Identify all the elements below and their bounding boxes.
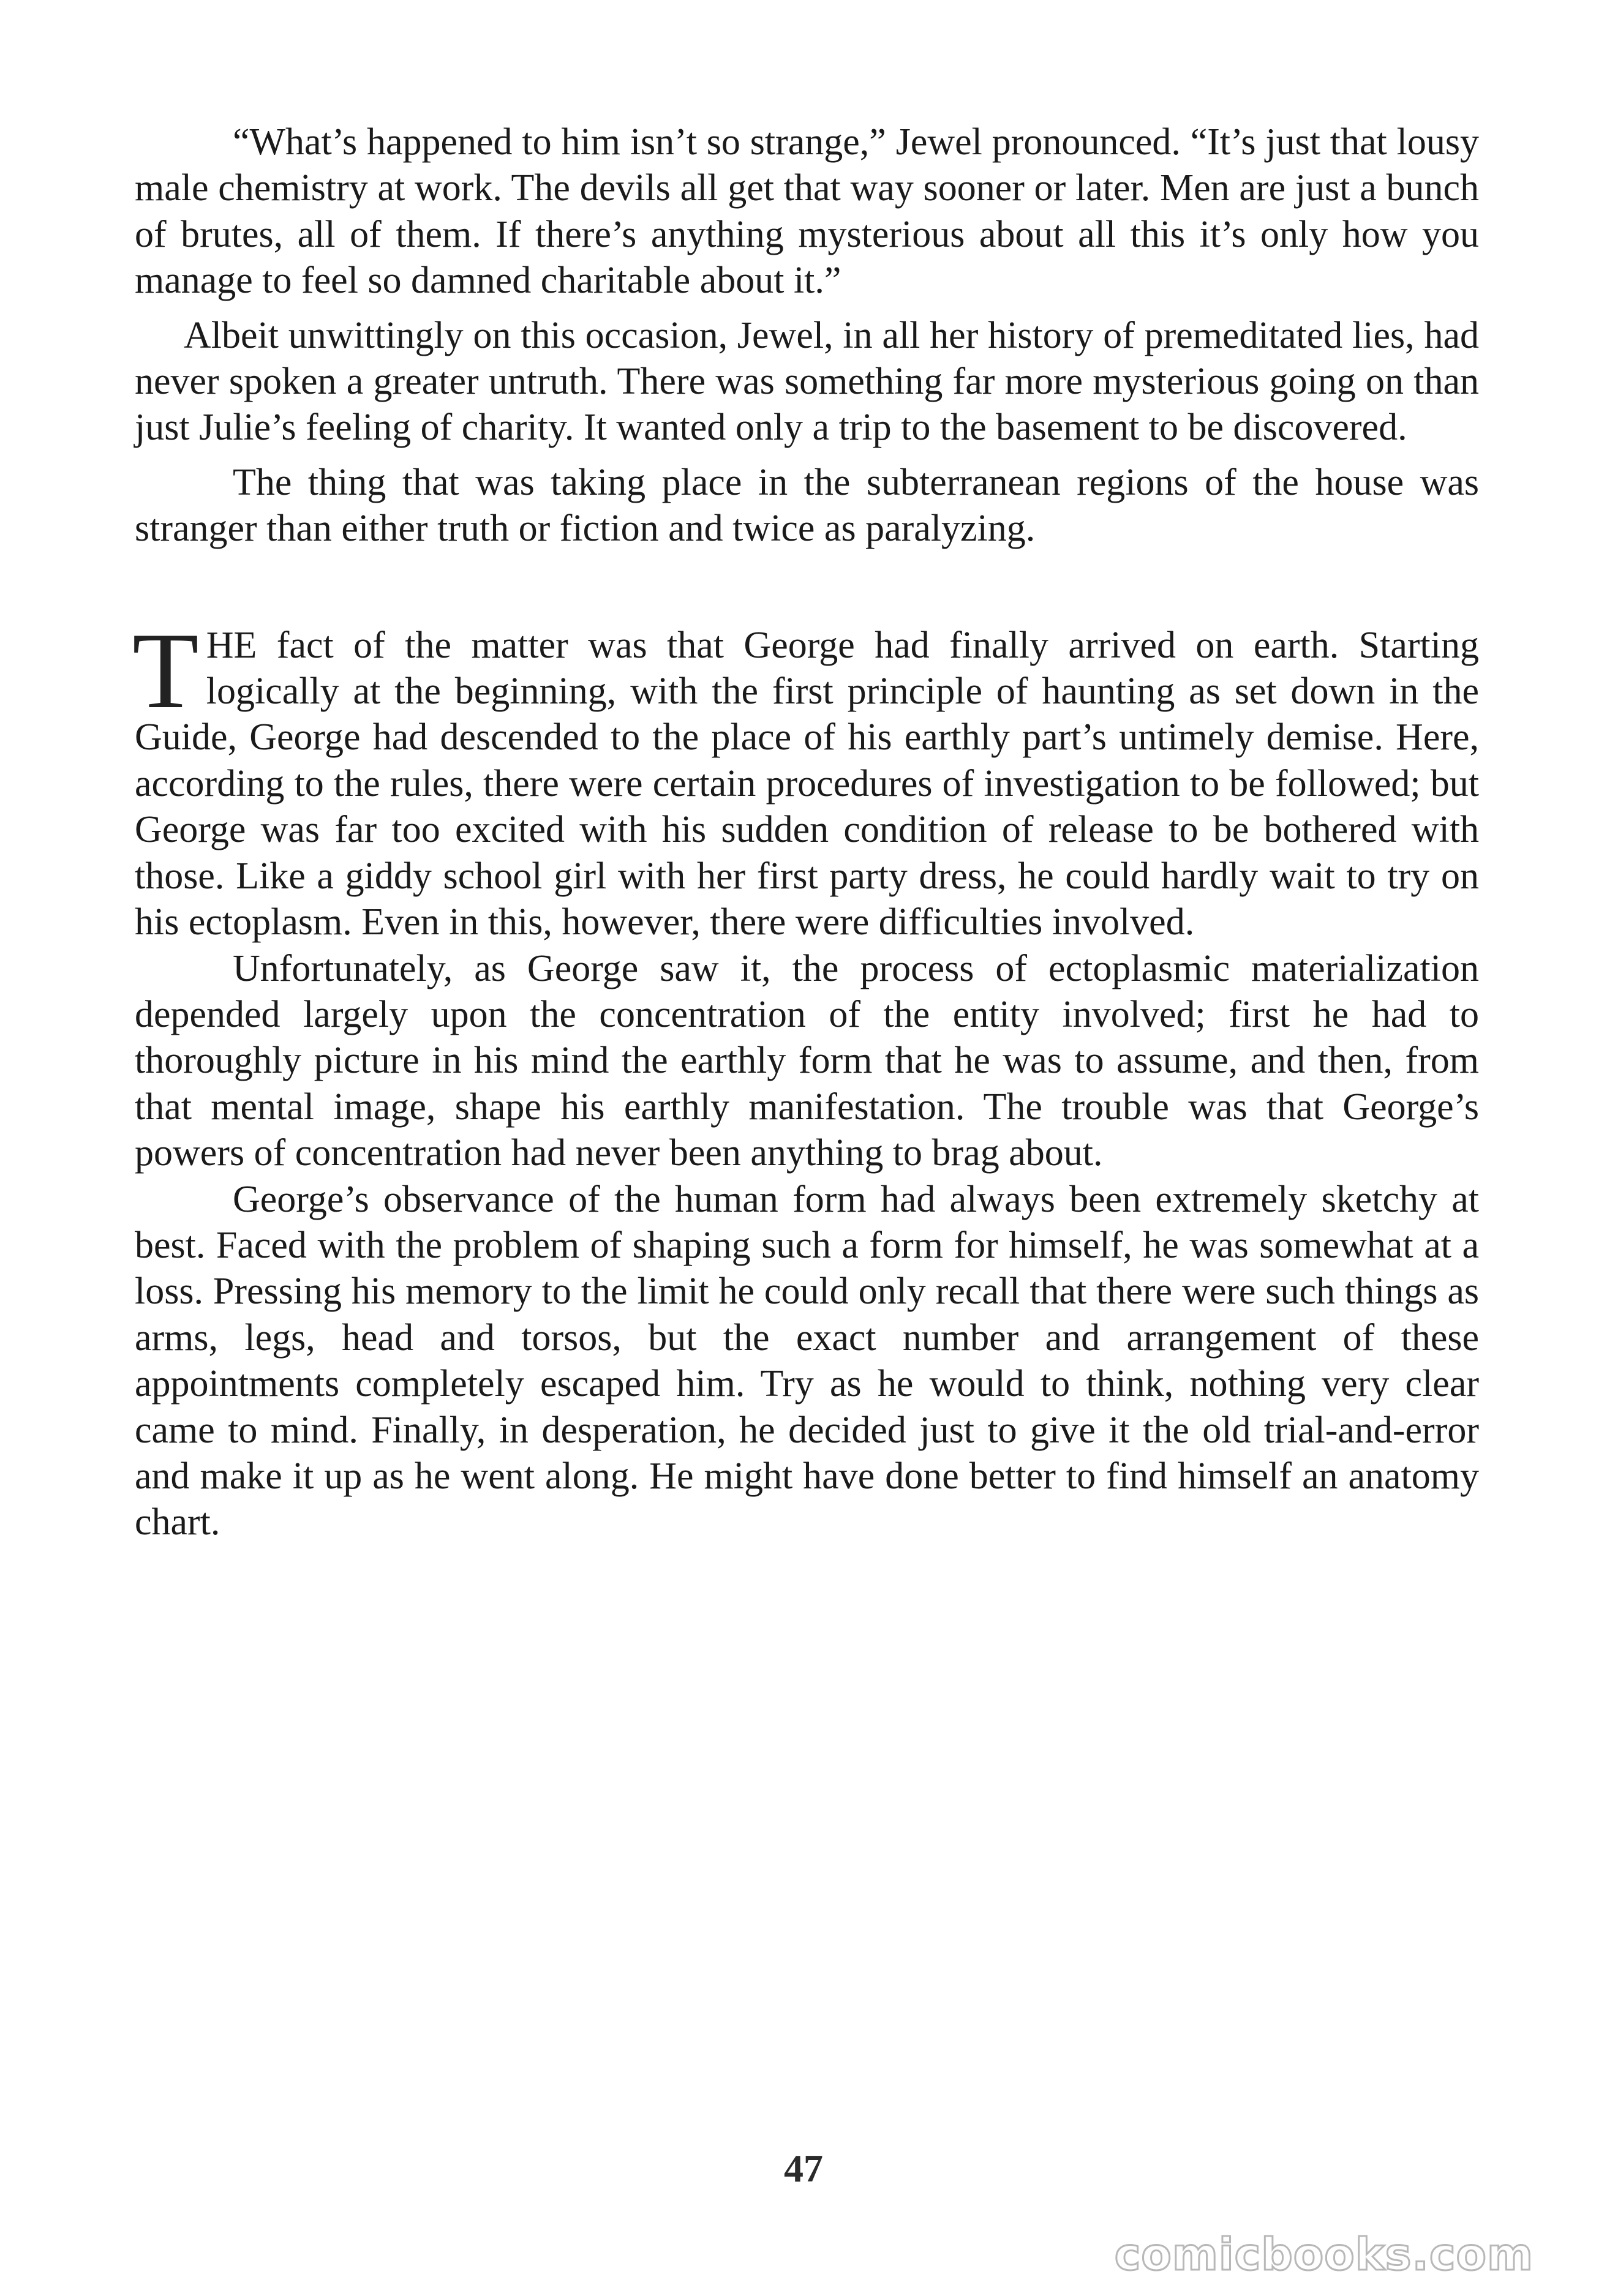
paragraph-5: Unfortunately, as George saw it, the process of ectoplasmic materialization depended largely upon the concentration of the entity involved; first he had to thoroughly picture in his mind the earthly form that he was to assume, and then, from that mental image, shape his earthly manifestation. The trouble was that George’s powers of concentration had never been anything to brag about. — [135, 947, 1479, 1174]
paragraph-4-text: HE fact of the matter was that George had finally arrived on earth. Starting logically at the beginning, with the first principle of haunting as set down in the Guide, George had descended to the place of his earthly part’s untimely demise. Here, according to the rules, there were certain procedures of investigation to be followed; but George was far too excited with his sudden condition of release to be bothered with those. Like a giddy school girl with her first party dress, he could hardly wait to try on his ectoplasm. Even in this, however, there were difficulties involved. — [135, 624, 1479, 944]
drop-cap: T — [132, 609, 199, 731]
watermark-logo: comicbooks.com — [1114, 2229, 1534, 2280]
page-number: 47 — [784, 2147, 823, 2190]
paragraph-1: “What’s happened to him isn’t so strange,” Jewel pronounced. “It’s just that lousy male chemistry at work. The devils all get that way sooner or later. Men are just a bunch of brutes, all of them. If there’s anything mysterious about all this it’s only how you manage to feel so damned charitable about it.” — [135, 121, 1479, 302]
paragraph-4 — [132, 609, 1479, 946]
paragraph-6: George’s observance of the human form had always been extremely sketchy at best. Faced with the problem of shaping such a form for himself, he was somewhat at a loss. Pressing his memory to the limit he could only recall that there were such things as arms, legs, head and torsos, but the exact number and arrangement of these appointments completely escaped him. Try as he would to think, nothing very clear came to mind. Finally, in desperation, he decided just to give it the old trial-and-error and make it up as he went along. He might have done better to find himself an anatomy chart. — [135, 1178, 1479, 1544]
paragraph-2: Albeit unwittingly on this occasion, Jewel, in all her history of premeditated lies, had never spoken a greater untruth. There was something far more mysterious going on than just Julie’s feeling of charity. It wanted only a trip to the basement to be discovered. — [135, 314, 1479, 449]
page-body — [132, 119, 1479, 1546]
paragraph-3: The thing that was taking place in the subterranean regions of the house was stranger than either truth or fiction and twice as paralyzing. — [135, 461, 1479, 550]
